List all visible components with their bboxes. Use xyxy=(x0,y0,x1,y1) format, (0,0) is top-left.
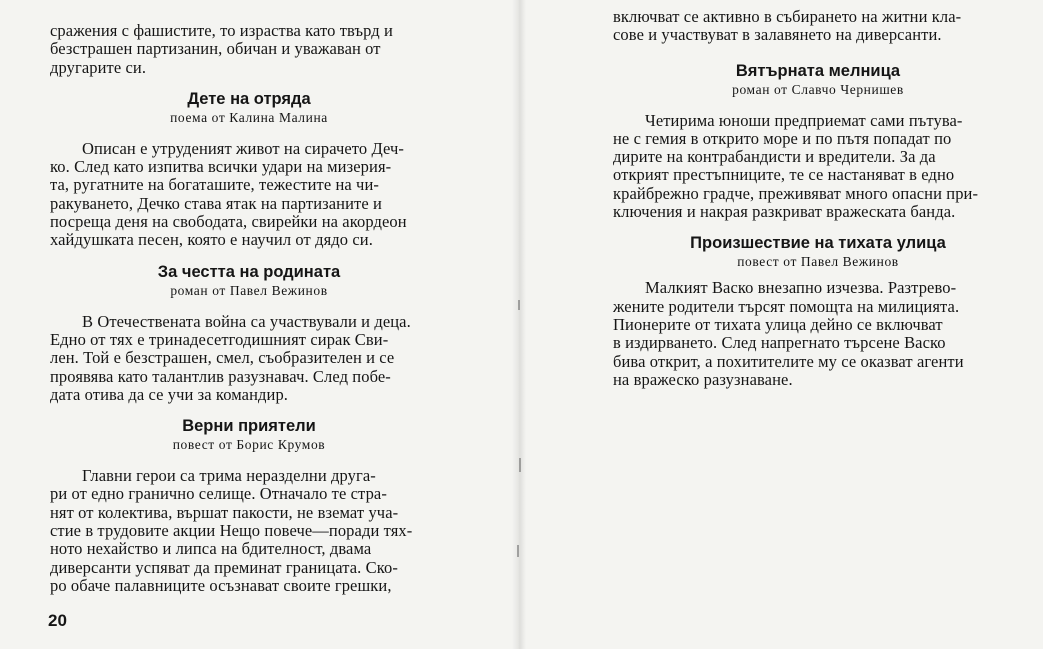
scan-speck xyxy=(518,300,520,310)
entry-description: Главни герои са трима неразделни друга- ри от едно гранично селище. Отначало те стра- нят от колектива, вършат пакости, не вземат уча- стие в трудовите акции Нещо повече—поради тях- ното нехайство и липса на бдителност, двама диверсанти успяват да преминат границата. Ско- ро обаче палавниците осъзнават своите грешки, xyxy=(50,466,413,595)
entry-author: повест от Павел Вежинов xyxy=(737,254,899,270)
entry-author: повест от Борис Крумов xyxy=(172,437,326,453)
entry-vyatarnata-melnitsa xyxy=(613,61,1023,222)
entry-title: За честта на родината xyxy=(157,262,341,281)
entry-description: В Отечествената война са участвували и деца. Едно от тях е тринадесетгодишният сирак Сви- лен. Той е безстрашен, смел, съобразителен и се проявява като талантлив разузнавач. След побе- дата отива да се учи за командир. xyxy=(50,311,411,404)
entry-description: Малкият Васко внезапно изчезва. Разтрево- жените родители търсят помощта на милицията. Пионерите от тихата улица дейно се включват в издирването. След напрегнато търсене Васко бива открит, а похитителите му се оказват агенти на вражеско разузнаване. xyxy=(613,278,964,389)
scan-speck xyxy=(517,545,519,557)
entry-author: роман от Павел Вежинов xyxy=(170,282,328,298)
scan-speck xyxy=(519,458,521,472)
left-page xyxy=(0,0,518,649)
entry-proizshestvie-na-tihata-ulitsa xyxy=(613,233,1023,389)
entry-description: Четирима юноши предприемат сами пътува- не с гемия в открито море и по пътя попадат по дирите на контрабандисти и вредители. За да открият престъпниците, те се настаняват в едно крайбрежно градче, преживяват много опасни при- ключения и накрая разкриват вражеската банда. xyxy=(613,110,979,222)
entry-author: поема от Калина Малина xyxy=(170,109,328,125)
continued-paragraph: включват се активно в събирането на житни кла- сове и участвуват в залавянето на диверсанти. xyxy=(613,7,962,45)
entry-verni-priyateli xyxy=(50,416,448,595)
left-text-column xyxy=(50,22,448,595)
right-text-column xyxy=(613,8,1023,389)
entry-title: Вятърната мелница xyxy=(735,61,901,80)
entry-author: роман от Славчо Чернишев xyxy=(732,81,904,97)
entry-title: Произшествие на тихата улица xyxy=(690,234,946,253)
page-number: 20 xyxy=(48,611,67,630)
entry-dete-na-otryada xyxy=(50,89,448,250)
entry-title: Верни приятели xyxy=(182,417,316,436)
right-page xyxy=(518,0,1043,649)
continued-paragraph: сражения с фашистите, то израства като твърд и безстрашен партизанин, обичан и уважаван от другарите си. xyxy=(50,21,393,77)
entry-title: Дете на отряда xyxy=(187,89,311,108)
entry-description: Описан е утруденият живот на сирачето Деч- ко. След като изпитва всички удари на мизерия- та, ругатните на богаташите, тежестите на чи- ракуването, Дечко става ятак на партизаните и посреща деня на свободата, свирейки на акордеон хайдушката песен, която е научил от дядо си. xyxy=(50,138,407,250)
entry-za-chestta-na-rodinata xyxy=(50,262,448,404)
